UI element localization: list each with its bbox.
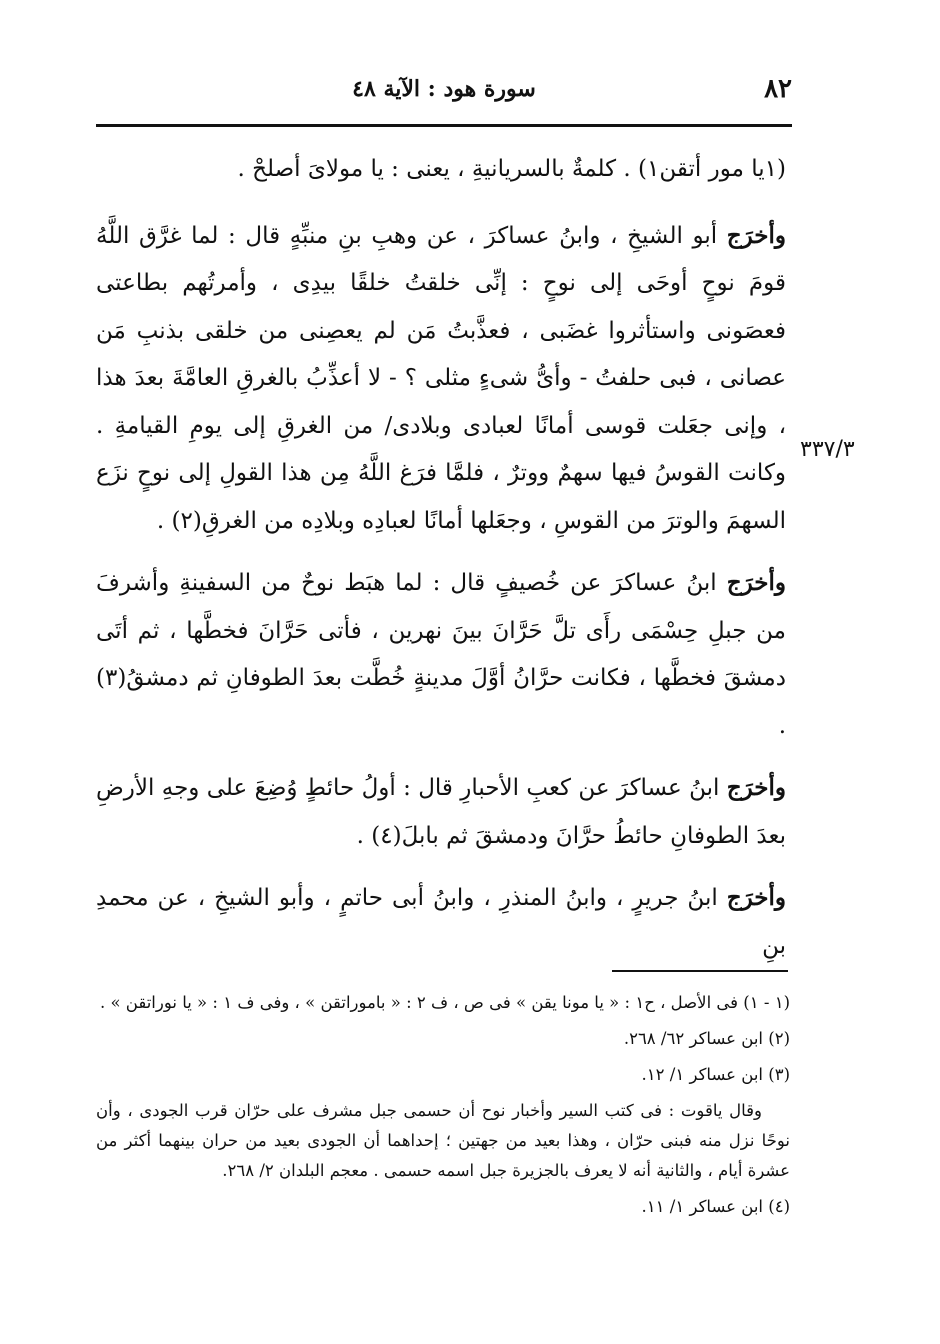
running-title: سورة هود : الآية ٤٨	[352, 76, 536, 102]
main-text	[96, 146, 786, 984]
paragraph-ibn-jarir-narration	[96, 874, 786, 970]
footnote-3: (٣) ابن عساكر ١/ ١٢.	[641, 1065, 790, 1084]
footnote-2: (٢) ابن عساكر ٦٢/ ٢٦٨.	[623, 1029, 790, 1048]
header-rule	[96, 124, 792, 127]
paragraph-syriac-word: (١يا مور أتقن١) . كلمةٌ بالسريانيةِ ، يعنى : يا مولاىَ أصلحْ .	[237, 156, 786, 182]
paragraph-text: أبو الشيخِ ، وابنُ عساكرَ ، عن وهبِ بنِ منبِّهٍ قال : لما غرَّق اللَّهُ قومَ نوحٍ أوحَى إلى نوحٍ : إنِّى خلقتُ خلقًا بيدِى ، وأمرتُهم بطاعتى فعصَونى واستأثروا غضَبى ، فعذَّبتُ مَن لم يعصِنى من خلقى بذنبِ مَن عصانى ، فبى حلفتُ - وأىُّ شىءٍ مثلى ؟ - لا أعذِّبُ بالغرقِ العامَّةَ بعدَ هذا ، وإنى جعَلت قوسى أمانًا لعبادى وبلادى/ من الغرقِ إلى يومِ القيامةِ . وكانت القوسُ فيها سهمٌ ووترٌ ، فلمَّا فرَغ اللَّهُ مِن هذا القولِ إلى نوحٍ نزَع السهمَ والوترَ من القوسِ ، وجعَلها أمانًا لعبادِه وبلادِه من الغرقِ(٢) .	[96, 222, 786, 534]
footnote-1: (١ - ١) فى الأصل ، ح١ : « يا مونا يقن » فى ص ، ف ٢ : « باموراتقن » ، وفى ف ١ : « يا نوراتقن » .	[99, 993, 790, 1012]
page-number: ٨٢	[764, 74, 792, 104]
footnote-3-yaqut-quote: وقال ياقوت : فى كتب السير وأخبار نوح أن حسمى جبل مشرف على حرّان قرب الجودى ، وأن نوحًا نزل منه فبنى حرّان ، وهذا بعيد من جهتين ؛ إحداهما أن الجودى بعيد من حران بينهما أكثر من عشرة أيام ، والثانية أنه لا يعرف بالجزيرة جبل اسمه حسمى . معجم البلدان ٢/ ٢٦٨.	[96, 1101, 790, 1180]
paragraph-text: ابنُ عساكرَ عن خُصيفٍ قال : لما هبَط نوحٌ من السفينةِ وأشرفَ من جبلِ حِسْمَى رأَى تلَّ حَرَّانَ بينَ نهرين ، فأتى حَرَّانَ فخطَّها ، ثم أتَى دمشقَ فخطَّها ، فكانت حرَّانُ أوَّلَ مدينةٍ خُطَّت بعدَ الطوفانِ ثم دمشقُ(٣) .	[96, 570, 786, 739]
paragraph-khusayf-narration	[96, 559, 786, 750]
paragraph-lead-word: وأخرَج	[726, 774, 786, 801]
paragraph-wahb-narration	[96, 212, 786, 546]
footnotes	[96, 988, 790, 1228]
footnote-4: (٤) ابن عساكر ١/ ١١.	[641, 1197, 790, 1216]
paragraph-kaab-narration	[96, 764, 786, 860]
footnote-separator	[612, 970, 788, 972]
paragraph-text: ابنُ عساكرَ عن كعبِ الأحبارِ قال : أولُ حائطٍ وُضِعَ على وجهِ الأرضِ بعدَ الطوفانِ حائطُ حرَّانَ ودمشقَ ثم بابلَ(٤) .	[96, 775, 786, 849]
paragraph-lead-word: وأخرَج	[726, 884, 786, 911]
margin-volume-page-note: ٣٣٧/٣	[800, 437, 855, 462]
paragraph-lead-word: وأخرَج	[726, 569, 786, 596]
paragraph-text: ابنُ جريرٍ ، وابنُ المنذرِ ، وابنُ أبى حاتمٍ ، وأبو الشيخِ ، عن محمدِ بنِ	[96, 885, 786, 959]
paragraph-lead-word: وأخرَج	[726, 221, 786, 249]
page-header	[96, 68, 792, 114]
